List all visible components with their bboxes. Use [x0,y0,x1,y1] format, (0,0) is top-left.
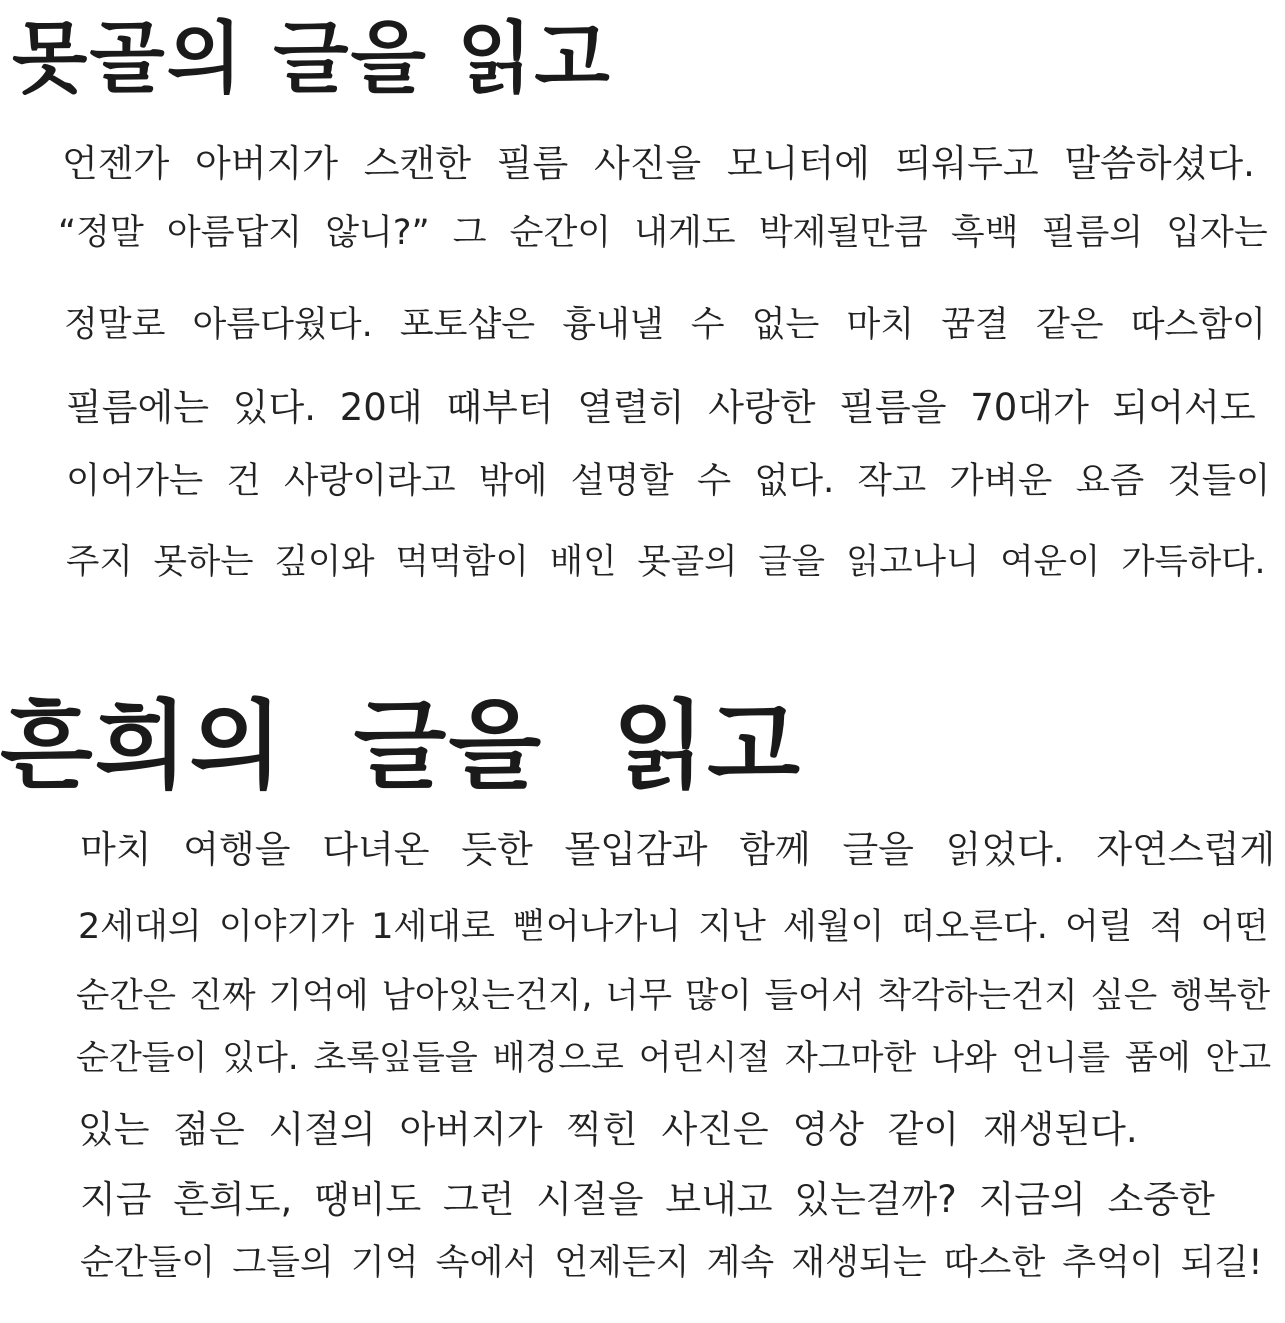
text-line: 필름에는 있다. 20대 때부터 열렬히 사랑한 필름을 70대가 되어서도 [66,386,1256,429]
text-line: “정말 아름답지 않니?” 그 순간이 내게도 박제될만큼 흑백 필름의 입자는 [58,213,1268,253]
text-line: 2세대의 이야기가 1세대로 뻗어나가니 지난 세월이 떠오른다. 어릴 적 어떤 [78,907,1269,947]
text-line: 이어가는 건 사랑이라고 밖에 설명할 수 없다. 작고 가벼운 요즘 것들이 [66,460,1271,501]
text-line: 마치 여행을 다녀온 듯한 몰입감과 함께 글을 읽었다. 자연스럽게 [80,828,1276,871]
section-heading: 못골의 글을 읽고 [12,14,612,104]
text-line: 정말로 아름다웠다. 포토샵은 흉내낼 수 없는 마치 꿈결 같은 따스함이 [64,305,1266,345]
text-line: 있는 젊은 시절의 아버지가 찍힌 사진은 영상 같이 재생된다. [78,1108,1138,1151]
text-line: 순간들이 그들의 기억 속에서 언제든지 계속 재생되는 따스한 추억이 되길! [80,1243,1263,1283]
text-line: 순간들이 있다. 초록잎들을 배경으로 어린시절 자그마한 나와 언니를 품에 안고 [76,1038,1272,1078]
text-line: 순간은 진짜 기억에 남아있는건지, 너무 많이 들어서 착각하는건지 싶은 행복한 [76,976,1271,1016]
text-line: 주지 못하는 깊이와 먹먹함이 배인 못골의 글을 읽고나니 여운이 가득하다. [66,542,1266,582]
section-heading: 흔희의 글을 읽고 [0,690,802,802]
text-line: 언젠가 아버지가 스캔한 필름 사진을 모니터에 띄워두고 말씀하셨다. [62,142,1255,185]
text-line: 지금 흔희도, 땡비도 그런 시절을 보내고 있는걸까? 지금의 소중한 [80,1178,1215,1221]
